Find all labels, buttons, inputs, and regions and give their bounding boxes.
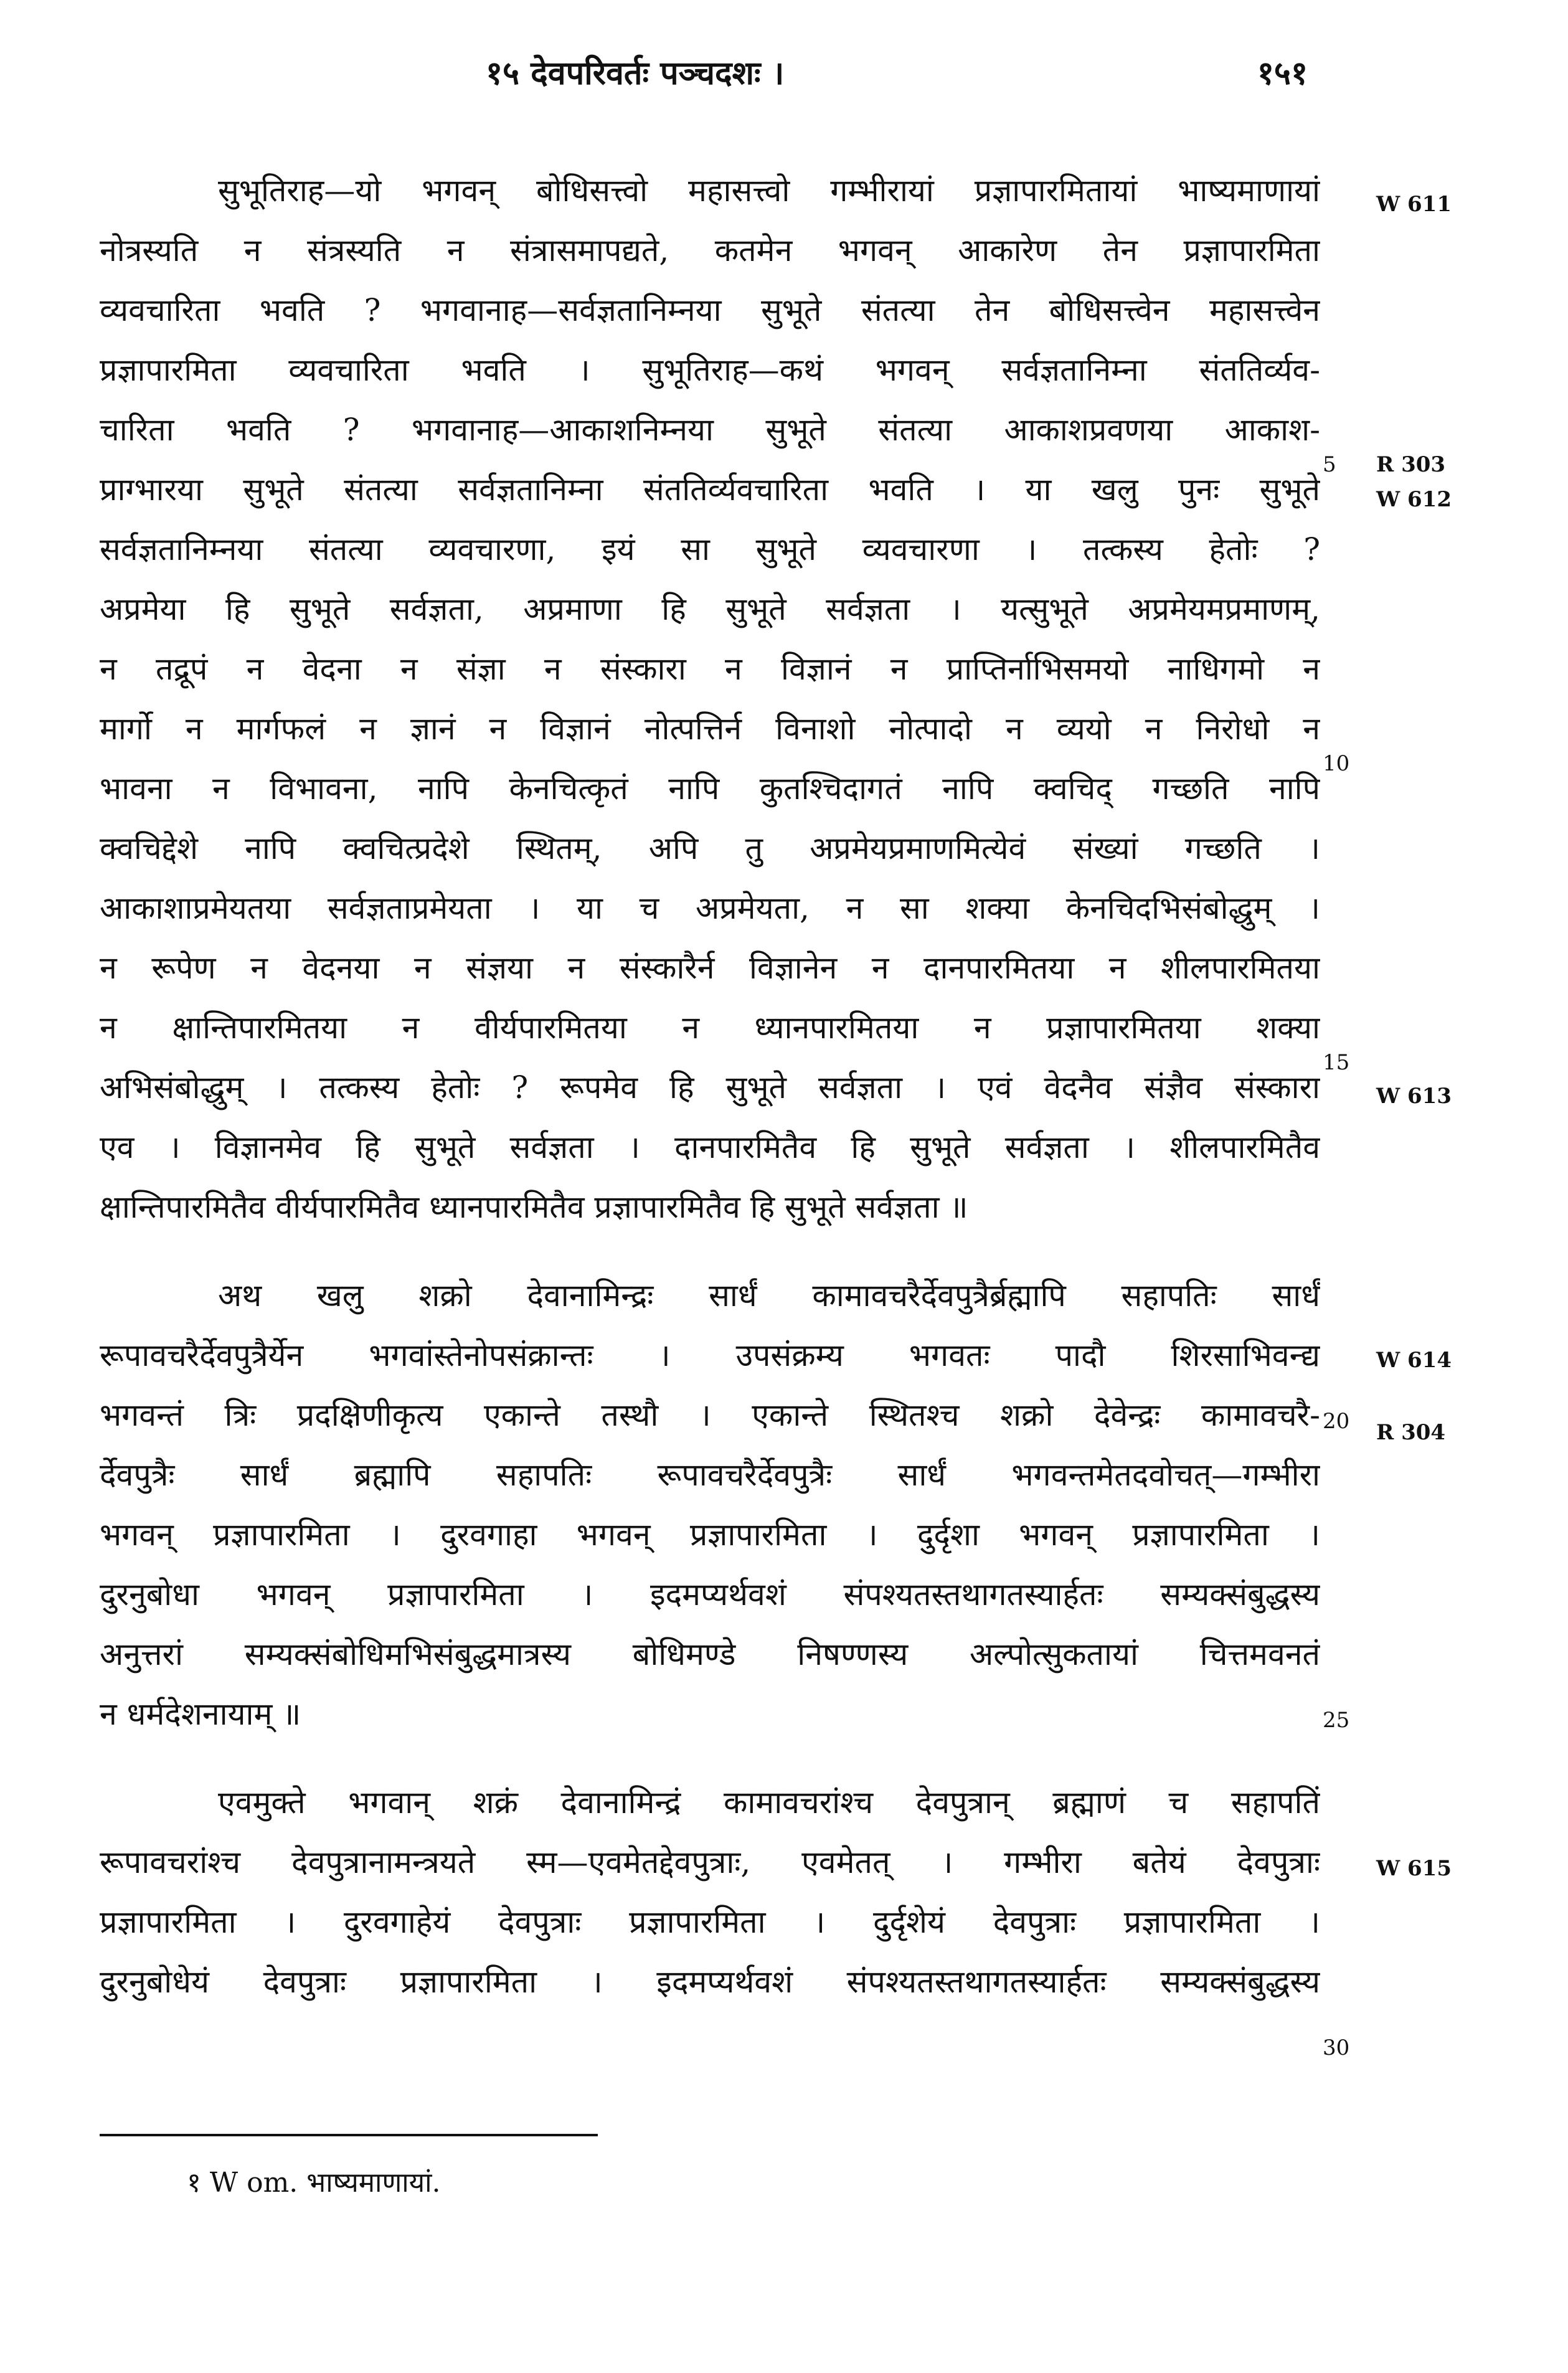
text-line: सुभूतिराह—यो भगवन् बोधिसत्त्वो महासत्त्वो गम्भीरायां प्रज्ञापारमितायां भाष्यमाणायां (218, 173, 1320, 209)
text-line: अप्रमेया हि सुभूते सर्वज्ञता, अप्रमाणा हि सुभूते सर्वज्ञता । यत्सुभूते अप्रमेयमप्रमाणम्, (100, 591, 1320, 627)
running-header (486, 50, 1308, 106)
text-line: प्रज्ञापारमिता । दुरवगाहेयं देवपुत्राः प्रज्ञापारमिता । दुर्दृशेयं देवपुत्राः प्रज्ञापारमिता । (100, 1904, 1320, 1940)
line-number: 5 (1323, 452, 1336, 477)
margin-reference: R 303 (1376, 452, 1446, 477)
text-line: दुरनुबोधेयं देवपुत्राः प्रज्ञापारमिता । इदमप्यर्थवशं संपश्यतस्तथागतस्यार्हतः सम्यक्संबुद्धस्य (100, 1964, 1320, 2000)
text-line: प्रज्ञापारमिता व्यवचारिता भवति । सुभूतिराह—कथं भगवन् सर्वज्ञतानिम्ना संततिर्व्यव- (100, 352, 1320, 388)
text-line: प्राग्भारया सुभूते संतत्या सर्वज्ञतानिम्ना संततिर्व्यवचारिता भवति । या खलु पुनः सुभूते (100, 471, 1320, 508)
footnote-rule (100, 2134, 598, 2136)
text-line: रूपावचरैर्देवपुत्रैर्येन भगवांस्तेनोपसंक्रान्तः । उपसंक्रम्य भगवतः पादौ शिरसाभिवन्द्य (100, 1337, 1320, 1373)
text-line: मार्गो न मार्गफलं न ज्ञानं न विज्ञानं नोत्पत्तिर्न विनाशो नोत्पादो न व्ययो न निरोधो न (100, 711, 1320, 747)
text-line: न धर्मदेशनायाम् ॥ (100, 1696, 301, 1732)
text-line: क्वचिद्देशे नापि क्वचित्प्रदेशे स्थितम्, अपि तु अप्रमेयप्रमाणमित्येवं संख्यां गच्छति । (100, 830, 1320, 866)
text-line: न रूपेण न वेदनया न संज्ञया न संस्कारैर्न विज्ञानेन न दानपारमितया न शीलपारमितया (100, 950, 1320, 986)
margin-reference: W 614 (1376, 1348, 1452, 1373)
text-line: न क्षान्तिपारमितया न वीर्यपारमितया न ध्यानपारमितया न प्रज्ञापारमितया शक्या (100, 1010, 1320, 1046)
text-line: एव । विज्ञानमेव हि सुभूते सर्वज्ञता । दानपारमितैव हि सुभूते सर्वज्ञता । शीलपारमितैव (100, 1129, 1320, 1165)
line-number: 30 (1323, 2035, 1350, 2060)
line-number: 20 (1323, 1409, 1350, 1434)
text-line: अभिसंबोद्धुम् । तत्कस्य हेतोः ? रूपमेव हि सुभूते सर्वज्ञता । एवं वेदनैव संज्ञैव संस्कारा (100, 1069, 1320, 1106)
footnote: १ W om. भाष्यमाणायां. (187, 2167, 441, 2199)
text-line: व्यवचारिता भवति ? भगवानाह—सर्वज्ञतानिम्नया सुभूते संतत्या तेन बोधिसत्त्वेन महासत्त्वेन (100, 292, 1320, 328)
chapter-title: १५ देवपरिवर्तः पञ्चदशः । (486, 54, 785, 92)
text-line: चारिता भवति ? भगवानाह—आकाशनिम्नया सुभूते संतत्या आकाशप्रवणया आकाश- (100, 412, 1320, 448)
margin-reference: W 611 (1376, 192, 1452, 217)
margin-reference: W 612 (1376, 487, 1452, 512)
text-line: अनुत्तरां सम्यक्संबोधिमभिसंबुद्धमात्रस्य बोधिमण्डे निषण्णस्य अल्पोत्सुकतायां चित्तमवनतं (100, 1636, 1320, 1672)
text-line: आकाशाप्रमेयतया सर्वज्ञताप्रमेयता । या च अप्रमेयता, न सा शक्या केनचिदभिसंबोद्धुम् । (100, 890, 1320, 926)
text-line: क्षान्तिपारमितैव वीर्यपारमितैव ध्यानपारमितैव प्रज्ञापारमितैव हि सुभूते सर्वज्ञता ॥ (100, 1189, 968, 1225)
margin-reference: W 613 (1376, 1084, 1452, 1109)
text-line: र्देवपुत्रैः सार्धं ब्रह्मापि सहापतिः रूपावचरैर्देवपुत्रैः सार्धं भगवन्तमेतदवोचत्—गम्भीरा (100, 1457, 1320, 1493)
text-line: भगवन् प्रज्ञापारमिता । दुरवगाहा भगवन् प्रज्ञापारमिता । दुर्दृशा भगवन् प्रज्ञापारमिता । (100, 1517, 1320, 1553)
line-number: 10 (1323, 751, 1350, 776)
line-number: 25 (1323, 1708, 1350, 1733)
page-number: १५१ (1257, 54, 1308, 92)
margin-reference: R 304 (1376, 1420, 1446, 1445)
text-line: सर्वज्ञतानिम्नया संतत्या व्यवचारणा, इयं सा सुभूते व्यवचारणा । तत्कस्य हेतोः ? (100, 531, 1320, 567)
line-number: 15 (1323, 1050, 1350, 1075)
text-line: अथ खलु शक्रो देवानामिन्द्रः सार्धं कामावचरैर्देवपुत्रैर्ब्रह्मापि सहापतिः सार्धं (218, 1277, 1320, 1314)
text-line: दुरनुबोधा भगवन् प्रज्ञापारमिता । इदमप्यर्थवशं संपश्यतस्तथागतस्यार्हतः सम्यक्संबुद्धस्य (100, 1576, 1320, 1613)
text-line: नोत्रस्यति न संत्रस्यति न संत्रासमापद्यते, कतमेन भगवन् आकारेण तेन प्रज्ञापारमिता (100, 232, 1320, 268)
margin-reference: W 615 (1376, 1856, 1452, 1881)
text-line: भगवन्तं त्रिः प्रदक्षिणीकृत्य एकान्ते तस्थौ । एकान्ते स्थितश्च शक्रो देवेन्द्रः कामावचरै- (100, 1397, 1320, 1433)
text-line: एवमुक्ते भगवान् शक्रं देवानामिन्द्रं कामावचरांश्च देवपुत्रान् ब्रह्माणं च सहापतिं (218, 1784, 1320, 1821)
text-line: भावना न विभावना, नापि केनचित्कृतं नापि कुतश्चिदागतं नापि क्वचिद् गच्छति नापि (100, 770, 1320, 807)
text-line: न तद्रूपं न वेदना न संज्ञा न संस्कारा न विज्ञानं न प्राप्तिर्नाभिसमयो नाधिगमो न (100, 651, 1320, 687)
text-line: रूपावचरांश्च देवपुत्रानामन्त्रयते स्म—एवमेतद्देवपुत्राः, एवमेतत् । गम्भीरा बतेयं देवपुत्राः (100, 1844, 1320, 1880)
